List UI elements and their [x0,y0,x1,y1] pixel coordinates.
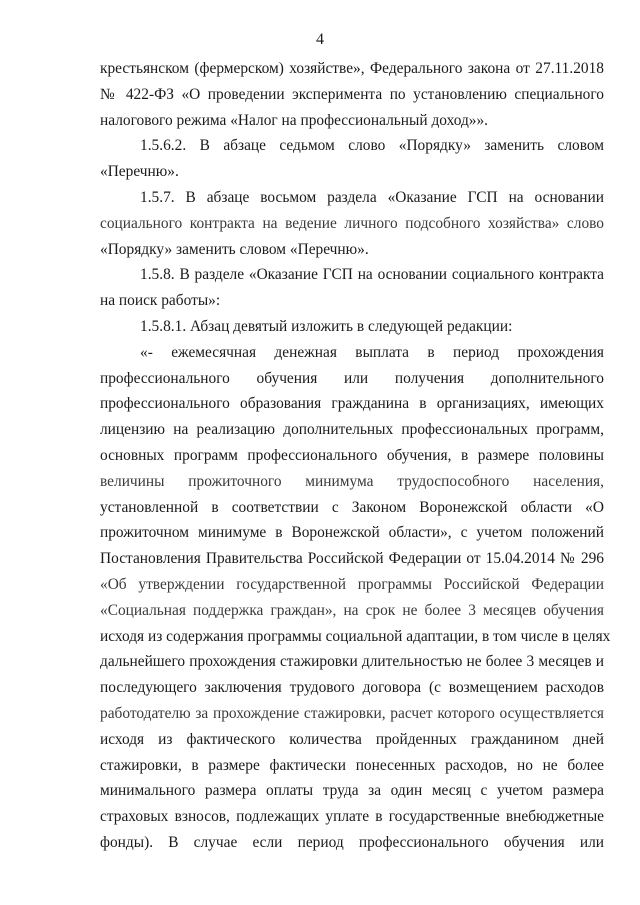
text-line: Постановления Правительства Российской Федерации от 15.04.2014 № 296 [100,550,604,568]
document-body [100,56,611,856]
text-line: профессионального обучения или получения дополнительного [100,369,604,387]
text-line: на поиск работы»: [100,292,221,310]
text-line: исходя из фактического количества пройденных гражданином дней [100,730,604,748]
text-line: последующего заключения трудового договора (с возмещением расходов [100,679,604,697]
text-line: дальнейшего прохождения стажировки длительностью не более 3 месяцев и [100,653,604,671]
text-line: 1.5.7. В абзаце восьмом раздела «Оказание ГСП на основании [140,188,604,206]
page-number: 4 [316,31,324,48]
text-line: налогового режима «Налог на профессиональный доход»». [100,111,489,129]
text-line: 1.5.6.2. В абзаце седьмом слово «Порядку» заменить словом [140,137,604,155]
text-line: лицензию на реализацию дополнительных профессиональных программ, [100,421,604,439]
text-line: «Перечню». [100,163,179,181]
text-line: работодателю за прохождение стажировки, расчет которого осуществляется [100,704,604,722]
text-line: крестьянском (фермерском) хозяйстве», Федерального закона от 27.11.2018 [100,60,604,77]
text-line: величины прожиточного минимума трудоспособного населения, [100,472,604,490]
text-line: «Порядку» заменить словом «Перечню». [100,240,369,258]
text-line: № 422-ФЗ «О проведении эксперимента по установлению специального [100,85,604,103]
text-line: исходя из содержания программы социальной адаптации, в том числе в целях [100,627,611,645]
text-line: прожиточном минимуме в Воронежской области», с учетом положений [100,524,604,542]
text-line: установленной в соответствии с Законом Воронежской области «О [100,498,604,516]
text-line: страховых взносов, подлежащих уплате в государственные внебюджетные [100,808,604,826]
text-line: «Об утверждении государственной программы Российской Федерации [100,575,604,593]
text-line: 1.5.8. В разделе «Оказание ГСП на основании социального контракта [140,266,604,284]
text-line: 1.5.8.1. Абзац девятый изложить в следующей редакции: [140,317,513,335]
text-line: «Социальная поддержка граждан», на срок не более 3 месяцев обучения [100,601,604,619]
text-line: профессионального образования гражданина в организациях, имеющих [100,395,604,413]
text-line: фонды). В случае если период профессионального обучения или [100,833,604,851]
text-line: стажировки, в размере фактически понесенных расходов, но не более [100,756,604,774]
text-line: «- ежемесячная денежная выплата в период прохождения [140,343,604,361]
text-line: социального контракта на ведение личного подсобного хозяйства» слово [100,214,604,232]
text-line: основных программ профессионального обучения, в размере половины [100,446,604,464]
text-line: минимального размера оплаты труда за один месяц с учетом размера [100,782,604,800]
